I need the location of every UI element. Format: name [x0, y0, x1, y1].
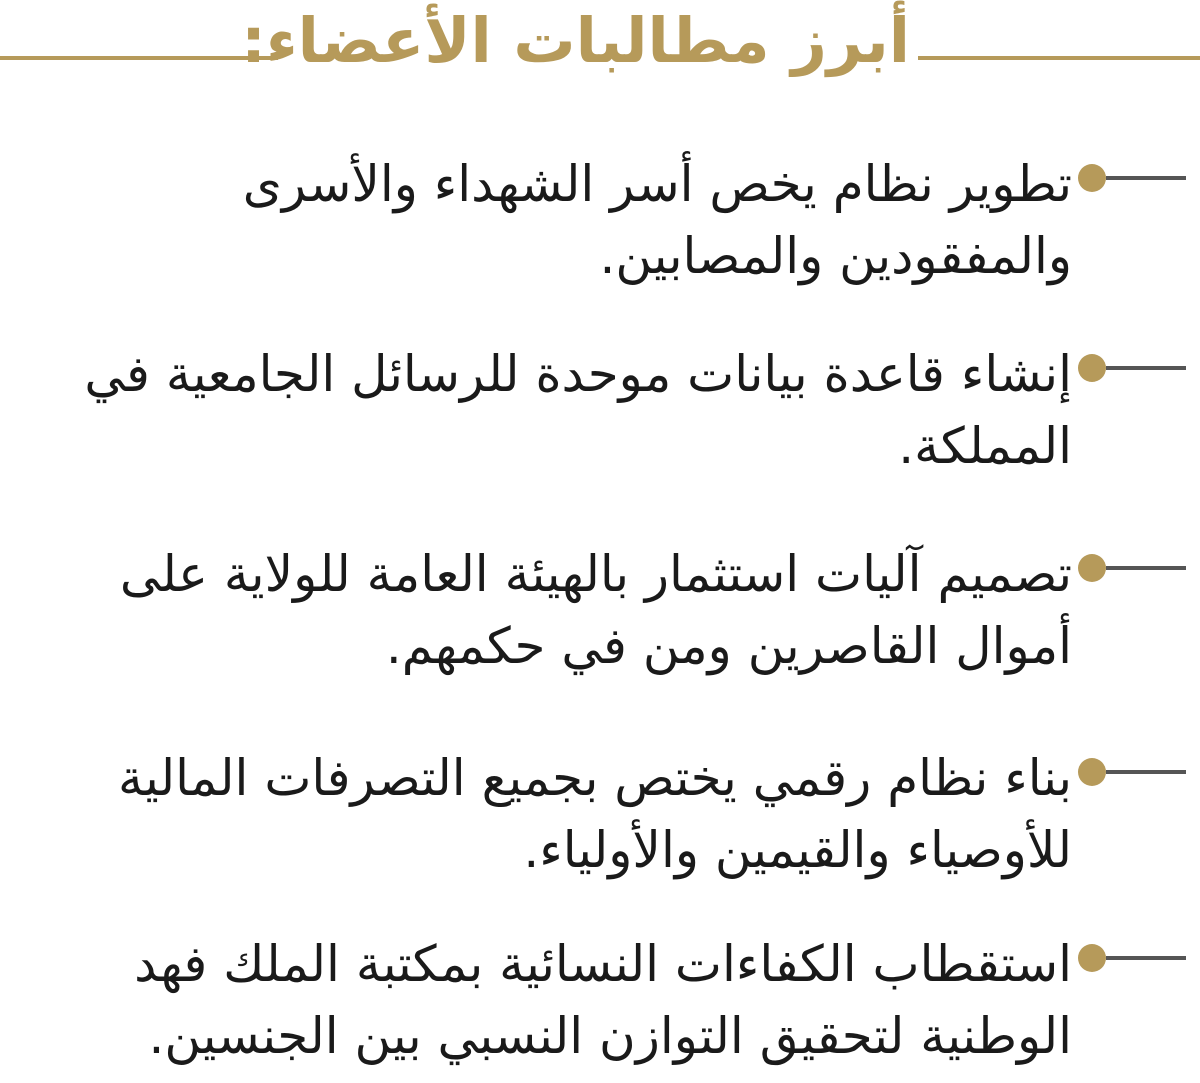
list-item [40, 928, 1200, 1078]
header-rule-right [918, 56, 1200, 60]
list-item [40, 742, 1200, 892]
list-item-text: إنشاء قاعدة بيانات موحدة للرسائل الجامعية في المملكة. [84, 345, 1072, 475]
bullet-rule [1106, 566, 1186, 570]
list-item [40, 338, 1200, 488]
bullet-dot-icon [1078, 944, 1106, 972]
list-item-text: بناء نظام رقمي يختص بجميع التصرفات المالية للأوصياء والقيمين والأولياء. [118, 749, 1072, 879]
bullet-rule [1106, 770, 1186, 774]
list-item-text: تطوير نظام يخص أسر الشهداء والأسرى والمفقودين والمصابين. [242, 155, 1072, 285]
list-item [40, 148, 1200, 298]
bullet-dot-icon [1078, 554, 1106, 582]
bullet-dot-icon [1078, 758, 1106, 786]
list-item-text: تصميم آليات استثمار بالهيئة العامة للولاية على أموال القاصرين ومن في حكمهم. [119, 545, 1072, 675]
bullet-dot-icon [1078, 164, 1106, 192]
header-rule-left [0, 56, 278, 60]
list-item [40, 538, 1200, 688]
bullet-rule [1106, 366, 1186, 370]
bullet-dot-icon [1078, 354, 1106, 382]
page-title: أبرز مطالبات الأعضاء: [241, 4, 910, 77]
list-item-text: استقطاب الكفاءات النسائية بمكتبة الملك فهد الوطنية لتحقيق التوازن النسبي بين الجنسين. [134, 935, 1072, 1065]
bullet-rule [1106, 176, 1186, 180]
header [0, 0, 1200, 110]
bullet-rule [1106, 956, 1186, 960]
